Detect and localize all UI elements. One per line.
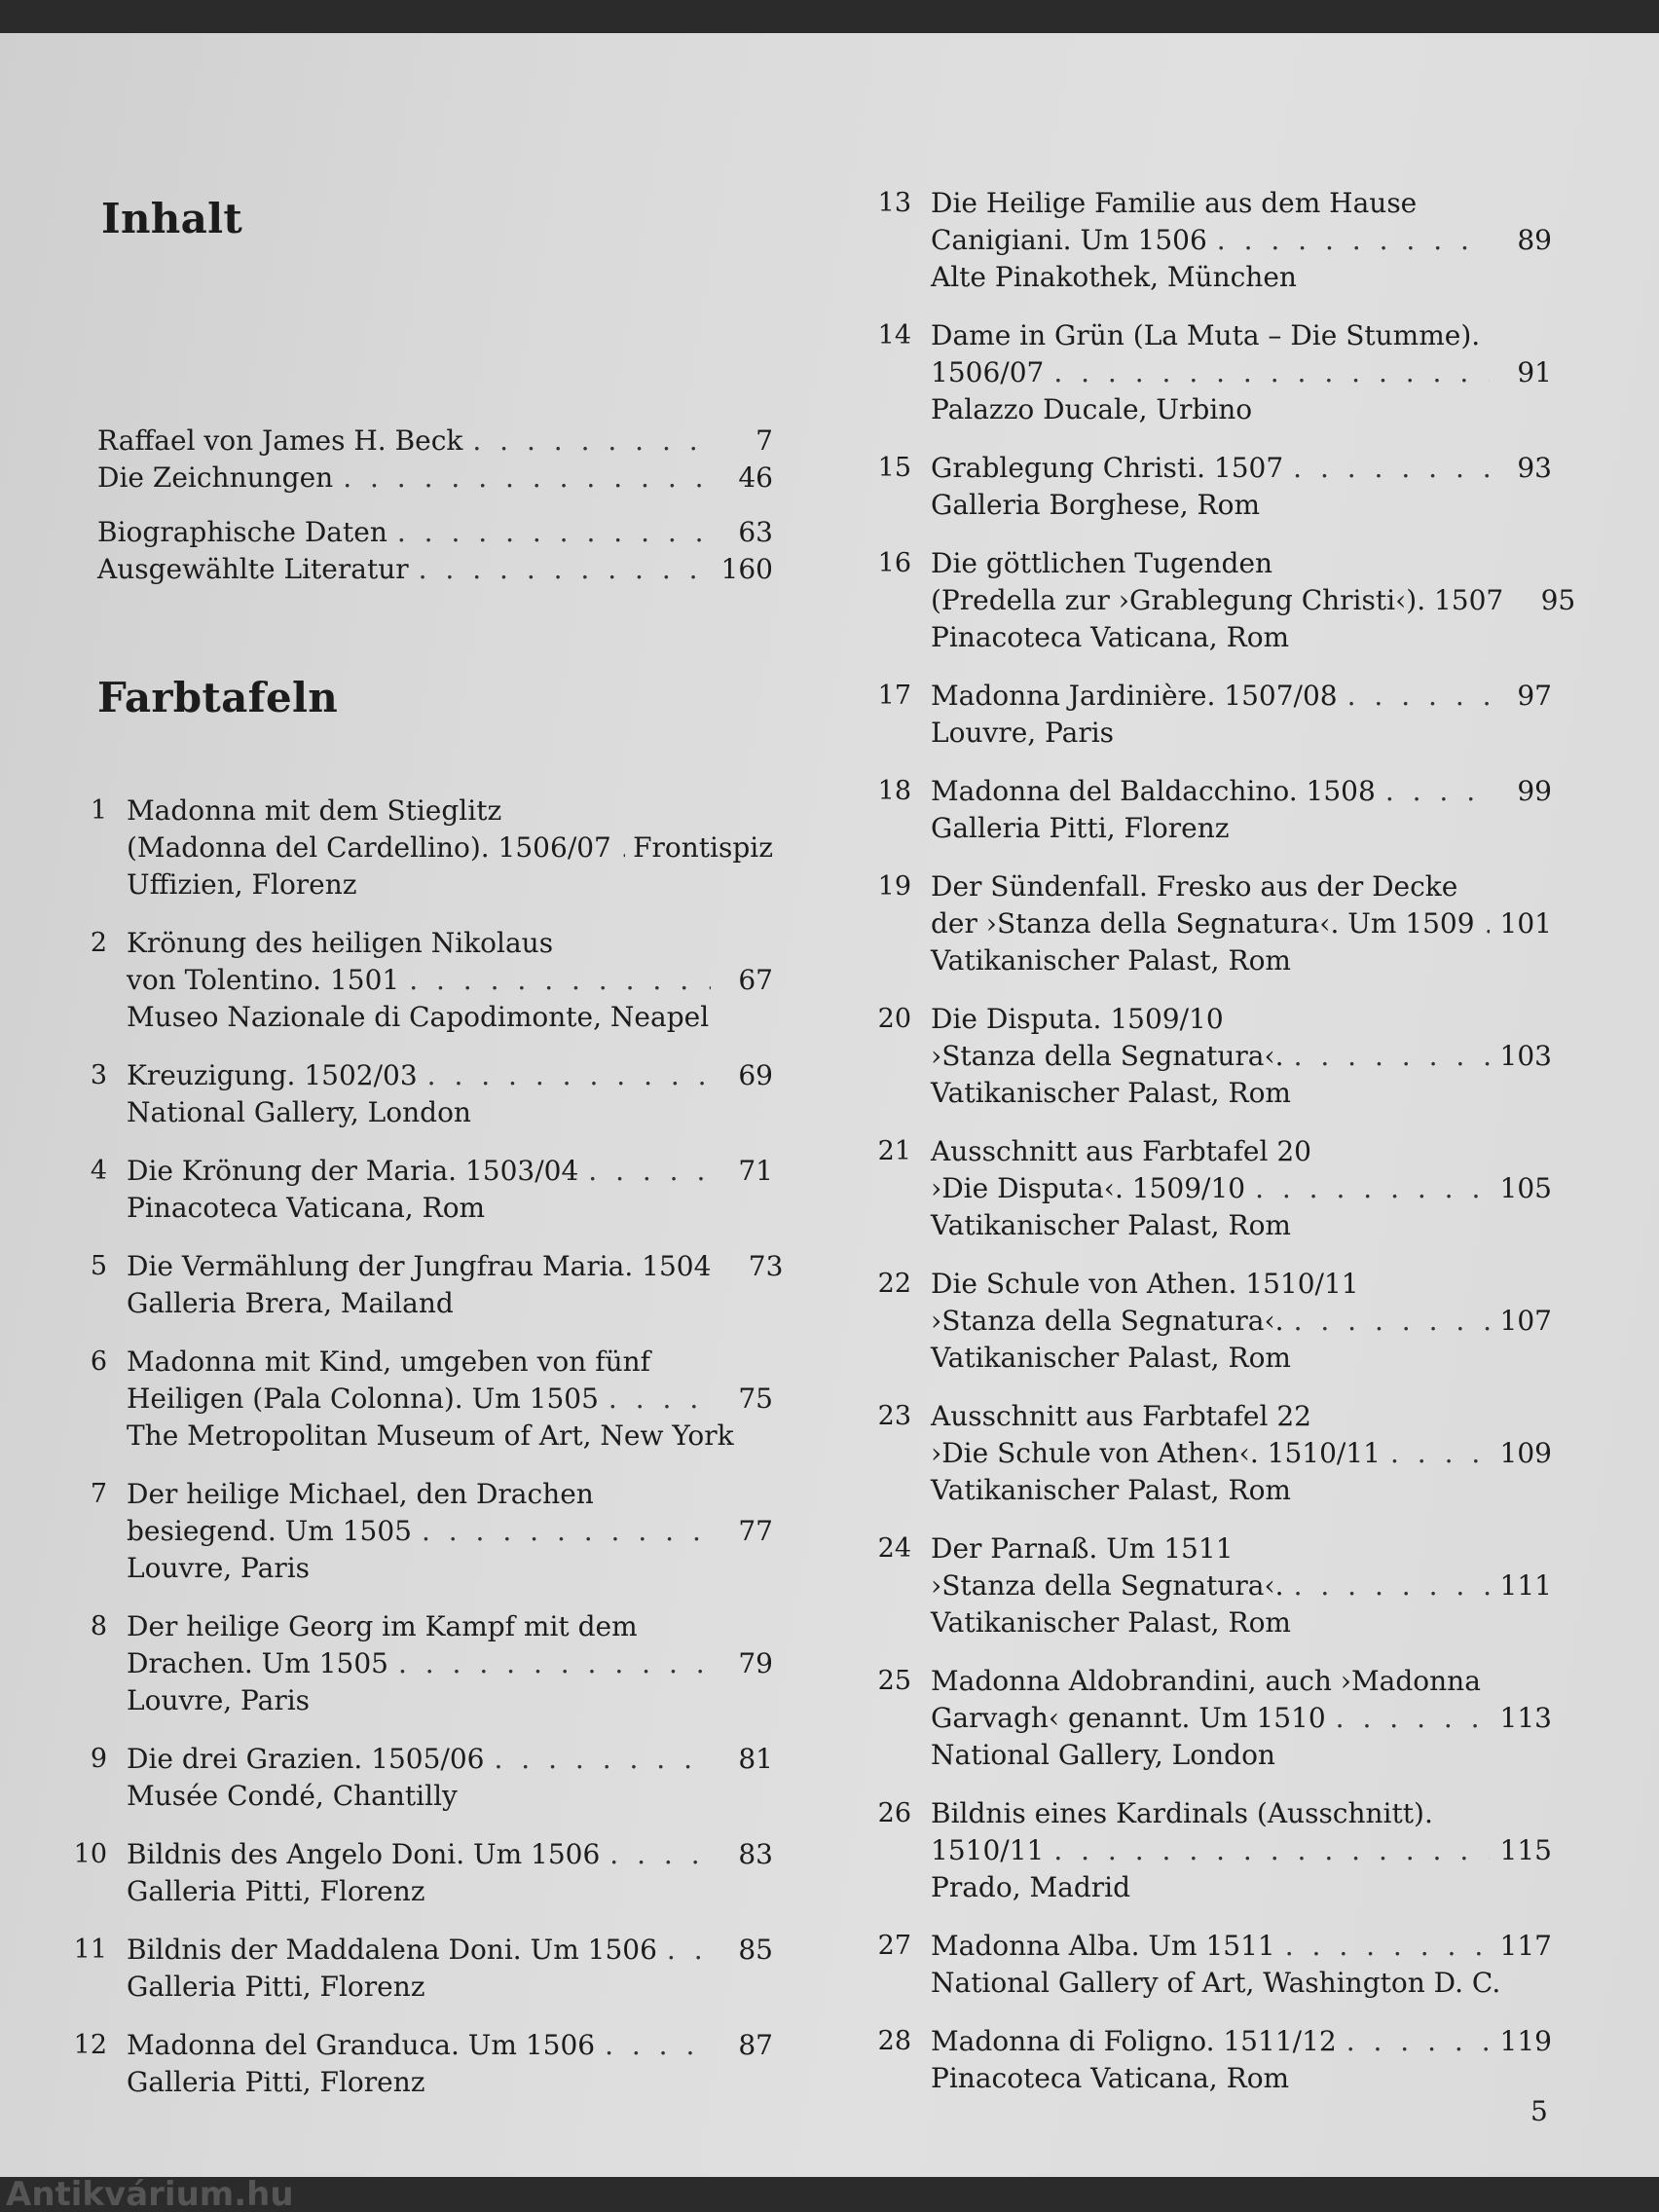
plate-entry (857, 1795, 1552, 1906)
plate-line: The Metropolitan Museum of Art, New York (127, 1419, 734, 1452)
plate-line: ›Stanza della Segnatura‹. (931, 1040, 1284, 1072)
plate-number: 16 (877, 548, 911, 578)
plate-body (127, 1608, 773, 1719)
plate-body (931, 773, 1552, 847)
watermark: Antikvárium.hu (0, 2177, 1659, 2212)
dot-leader (609, 1836, 711, 1873)
plate-body (931, 1266, 1552, 1377)
plate-page: Frontispiz (633, 831, 773, 864)
plate-line: Ausschnitt aus Farbtafel 22 (931, 1400, 1311, 1432)
plate-number: 15 (877, 453, 911, 483)
plate-number: 13 (877, 188, 911, 218)
plate-line: Bildnis der Maddalena Doni. Um 1506 (127, 1934, 657, 1966)
plate-line: Vatikanischer Palast, Rom (931, 944, 1291, 977)
plate-title-row (931, 1038, 1552, 1075)
dot-leader (621, 830, 625, 866)
plate-body (127, 793, 773, 903)
dot-leader (1336, 1700, 1490, 1737)
plate-line: Die Vermählung der Jungfrau Maria. 1504 (127, 1250, 712, 1282)
plate-page: 71 (738, 1155, 773, 1187)
plate-body (931, 1663, 1552, 1774)
book-page (0, 33, 1659, 2212)
dot-leader (419, 551, 711, 588)
plate-page: 79 (738, 1647, 773, 1679)
dot-leader (1485, 905, 1490, 942)
plate-page: 93 (1517, 452, 1552, 484)
toc-title: Ausgewählte Literatur (97, 553, 409, 585)
plate-entry (857, 868, 1552, 979)
toc-row (97, 460, 773, 497)
plate-title-row (127, 1248, 784, 1285)
dot-leader (1390, 1435, 1490, 1472)
dot-leader (1294, 1567, 1490, 1604)
plate-title-row (931, 773, 1552, 810)
plate-body (931, 1795, 1552, 1906)
plate-line: Bildnis des Angelo Doni. Um 1506 (127, 1838, 601, 1870)
plate-body (127, 1057, 773, 1131)
plate-line: Madonna Aldobrandini, auch ›Madonna (931, 1665, 1481, 1697)
plate-body (127, 1476, 773, 1587)
plate-body (931, 1530, 1552, 1641)
plate-title-row (931, 1928, 1552, 1965)
plate-entry (857, 1398, 1552, 1509)
plate-page: 97 (1517, 680, 1552, 712)
dot-leader (427, 1057, 711, 1094)
plate-entry (53, 2027, 773, 2101)
plate-entry (53, 1741, 773, 1815)
plate-line: ›Die Disputa‹. 1509/10 (931, 1172, 1246, 1204)
plate-body (931, 450, 1552, 524)
plate-page: 95 (1540, 584, 1576, 616)
plate-page: 91 (1517, 356, 1552, 388)
plate-body (931, 1928, 1552, 2002)
plate-line: Der heilige Georg im Kampf mit dem (127, 1610, 638, 1642)
plate-body (931, 1398, 1552, 1509)
plate-number: 2 (90, 928, 107, 958)
plate-number: 14 (877, 320, 911, 350)
plate-title-row (931, 354, 1552, 391)
plate-line: Palazzo Ducale, Urbino (931, 393, 1253, 425)
plate-body (931, 545, 1576, 656)
plate-line: Die Schule von Athen. 1510/11 (931, 1268, 1359, 1300)
plate-page: 109 (1499, 1437, 1552, 1469)
plate-title-row (931, 1303, 1552, 1340)
plate-line: 1510/11 (931, 1834, 1045, 1866)
dot-leader (409, 962, 711, 999)
plate-page: 119 (1499, 2025, 1552, 2057)
dot-leader (343, 460, 711, 497)
plate-line: Madonna Jardinière. 1507/08 (931, 680, 1338, 712)
toc-page: 46 (738, 461, 773, 494)
plate-number: 17 (877, 681, 911, 711)
toc-row (97, 423, 773, 460)
plates-left-column (53, 793, 784, 2122)
plate-line: Madonna del Granduca. Um 1506 (127, 2029, 596, 2061)
plate-number: 27 (877, 1931, 911, 1961)
plate-line: Der heilige Michael, den Drachen (127, 1478, 594, 1510)
plate-number: 12 (73, 2030, 107, 2060)
plate-number: 9 (90, 1744, 107, 1774)
plate-line: Galleria Pitti, Florenz (931, 812, 1230, 844)
plate-body (127, 1248, 784, 1322)
plate-line: Galleria Borghese, Rom (931, 489, 1261, 521)
plate-title-row (127, 1645, 773, 1682)
plate-line: Louvre, Paris (127, 1552, 311, 1584)
plate-body (931, 317, 1552, 428)
plate-line: ›Stanza della Segnatura‹. (931, 1569, 1284, 1602)
plate-entry (857, 678, 1552, 752)
dot-leader (422, 1513, 711, 1550)
plate-entry (53, 793, 773, 903)
plate-line: Pinacoteca Vaticana, Rom (931, 621, 1290, 653)
toc-page: 160 (720, 553, 773, 585)
plate-entry (857, 2023, 1552, 2097)
plate-body (931, 868, 1552, 979)
plate-title-row (127, 1741, 773, 1778)
plate-page: 107 (1499, 1305, 1552, 1337)
plate-line: Der Sündenfall. Fresko aus der Decke (931, 870, 1458, 903)
plate-page: 73 (748, 1250, 784, 1282)
plate-body (127, 925, 773, 1036)
plate-entry (857, 1663, 1552, 1774)
plate-number: 10 (73, 1839, 107, 1869)
dot-leader (1255, 1170, 1490, 1207)
plate-page: 89 (1517, 224, 1552, 256)
plate-entry (857, 1133, 1552, 1244)
plate-line: Uffizien, Florenz (127, 868, 357, 901)
plate-line: Ausschnitt aus Farbtafel 20 (931, 1135, 1311, 1167)
plate-line: Kreuzigung. 1502/03 (127, 1059, 418, 1091)
plate-number: 3 (90, 1060, 107, 1090)
dot-leader (1053, 1832, 1490, 1869)
plate-number: 8 (90, 1611, 107, 1641)
dot-leader (588, 1153, 711, 1190)
plate-line: Vatikanischer Palast, Rom (931, 1606, 1291, 1639)
toc-row (97, 551, 773, 588)
plate-entry (53, 1248, 784, 1322)
plate-page: 77 (738, 1515, 773, 1547)
plate-line: Grablegung Christi. 1507 (931, 452, 1284, 484)
plate-body (931, 1133, 1552, 1244)
dot-leader (397, 514, 711, 551)
plate-body (931, 678, 1552, 752)
plate-body (127, 1932, 773, 2006)
plate-page: 103 (1499, 1040, 1552, 1072)
plate-number: 26 (877, 1798, 911, 1828)
plate-body (931, 185, 1552, 296)
dot-leader (1294, 1303, 1490, 1340)
plate-title-row (127, 1513, 773, 1550)
plate-line: Madonna mit dem Stieglitz (127, 794, 502, 827)
plate-line: Vatikanischer Palast, Rom (931, 1342, 1291, 1374)
plate-number: 4 (90, 1156, 107, 1186)
dot-leader (398, 1645, 711, 1682)
plate-page: 69 (738, 1059, 773, 1091)
plate-page: 87 (738, 2029, 773, 2061)
plate-page: 81 (738, 1743, 773, 1775)
plate-number: 21 (877, 1136, 911, 1166)
plate-page: 99 (1517, 775, 1552, 807)
toc-title: Raffael von James H. Beck (97, 424, 463, 457)
plate-entry (857, 545, 1576, 656)
plate-title-row (931, 1700, 1552, 1737)
dot-leader (1346, 2023, 1490, 2060)
plate-page: 115 (1499, 1834, 1552, 1866)
plate-page: 67 (738, 964, 773, 996)
plate-entry (857, 185, 1552, 296)
plate-line: (Madonna del Cardellino). 1506/07 (127, 831, 611, 864)
dot-leader (1294, 1038, 1490, 1075)
plate-line: Louvre, Paris (127, 1684, 311, 1716)
plate-number: 24 (877, 1533, 911, 1564)
plate-entry (857, 773, 1552, 847)
plate-line: Krönung des heiligen Nikolaus (127, 927, 554, 959)
plate-line: Die Krönung der Maria. 1503/04 (127, 1155, 579, 1187)
plate-title-row (127, 1381, 773, 1418)
plate-title-row (127, 1153, 773, 1190)
plate-title-row (931, 678, 1552, 715)
plate-line: besiegend. Um 1505 (127, 1515, 412, 1547)
plate-page: 111 (1499, 1569, 1552, 1602)
plate-line: Madonna di Foligno. 1511/12 (931, 2025, 1337, 2057)
plate-line: Louvre, Paris (931, 717, 1115, 749)
plate-number: 22 (877, 1269, 911, 1299)
plate-line: (Predella zur ›Grablegung Christi‹). 1507 (931, 584, 1504, 616)
heading-contents: Inhalt (101, 195, 243, 242)
plate-entry (53, 1836, 773, 1910)
plate-line: National Gallery, London (127, 1096, 471, 1128)
plate-number: 25 (877, 1666, 911, 1696)
plate-number: 18 (877, 776, 911, 806)
plate-line: Die Heilige Familie aus dem Hause (931, 187, 1418, 219)
plate-page: 117 (1499, 1930, 1552, 1962)
plate-line: Museo Nazionale di Capodimonte, Neapel (127, 1001, 710, 1033)
plate-line: Garvagh‹ genannt. Um 1510 (931, 1702, 1326, 1734)
plate-page: 83 (738, 1838, 773, 1870)
plate-entry (53, 925, 773, 1036)
plate-line: Galleria Pitti, Florenz (127, 1875, 425, 1907)
toc-title: Biographische Daten (97, 516, 387, 548)
plate-line: Madonna mit Kind, umgeben von fünf (127, 1346, 651, 1378)
plate-line: Prado, Madrid (931, 1871, 1131, 1903)
plate-line: Pinacoteca Vaticana, Rom (127, 1192, 486, 1224)
page-number: 5 (1530, 2095, 1548, 2127)
plate-page: 105 (1499, 1172, 1552, 1204)
plate-line: von Tolentino. 1501 (127, 964, 400, 996)
dot-leader (608, 1381, 711, 1418)
plate-line: Madonna Alba. Um 1511 (931, 1930, 1275, 1962)
plate-number: 7 (90, 1479, 107, 1509)
plate-number: 20 (877, 1004, 911, 1034)
plate-title-row (931, 582, 1576, 619)
plate-line: ›Stanza della Segnatura‹. (931, 1305, 1284, 1337)
plate-line: Galleria Pitti, Florenz (127, 2066, 425, 2098)
plate-title-row (127, 2027, 773, 2064)
plates-right-column (857, 185, 1576, 2119)
dot-leader (1285, 1928, 1490, 1965)
plate-line: National Gallery of Art, Washington D. C. (931, 1967, 1501, 1999)
plate-number: 28 (877, 2026, 911, 2056)
plate-line: 1506/07 (931, 356, 1045, 388)
plate-line: Canigiani. Um 1506 (931, 224, 1207, 256)
plate-line: Vatikanischer Palast, Rom (931, 1209, 1291, 1241)
front-matter-list (97, 423, 773, 588)
plate-entry (857, 1001, 1552, 1112)
toc-page: 7 (756, 424, 773, 457)
plate-line: Heiligen (Pala Colonna). Um 1505 (127, 1382, 599, 1415)
dot-leader (1053, 354, 1490, 391)
plate-entry (53, 1153, 773, 1227)
plate-body (127, 1836, 773, 1910)
plate-line: Vatikanischer Palast, Rom (931, 1474, 1291, 1506)
plate-number: 19 (877, 871, 911, 902)
plate-title-row (127, 1836, 773, 1873)
plate-title-row (127, 962, 773, 999)
plate-body (127, 2027, 773, 2101)
plate-line: Galleria Pitti, Florenz (127, 1971, 425, 2003)
plate-body (931, 2023, 1552, 2097)
plate-line: Vatikanischer Palast, Rom (931, 1077, 1291, 1109)
plate-entry (53, 1057, 773, 1131)
plate-body (127, 1153, 773, 1227)
plate-body (931, 1001, 1552, 1112)
toc-row (97, 514, 773, 551)
plate-line: der ›Stanza della Segnatura‹. Um 1509 (931, 907, 1475, 940)
plate-line: Drachen. Um 1505 (127, 1647, 388, 1679)
plate-line: Dame in Grün (La Muta – Die Stumme). (931, 319, 1481, 351)
plate-number: 5 (90, 1251, 107, 1281)
dot-leader (667, 1932, 711, 1969)
plate-line: Alte Pinakothek, München (931, 261, 1297, 293)
toc-title: Die Zeichnungen (97, 461, 334, 494)
plate-line: Pinacoteca Vaticana, Rom (931, 2062, 1290, 2094)
plate-line: ›Die Schule von Athen‹. 1510/11 (931, 1437, 1381, 1469)
dot-leader (1293, 450, 1490, 487)
dot-leader (495, 1741, 712, 1778)
plate-entry (857, 1928, 1552, 2002)
plate-title-row (931, 222, 1552, 259)
plate-line: National Gallery, London (931, 1739, 1275, 1771)
plate-line: Die Disputa. 1509/10 (931, 1003, 1224, 1035)
plate-title-row (931, 1832, 1552, 1869)
plate-entry (53, 1932, 773, 2006)
dot-leader (605, 2027, 711, 2064)
plate-entry (53, 1608, 773, 1719)
plate-page: 113 (1499, 1702, 1552, 1734)
plate-line: Madonna del Baldacchino. 1508 (931, 775, 1376, 807)
plate-title-row (931, 1567, 1552, 1604)
plate-page: 101 (1499, 907, 1552, 940)
dot-leader (1217, 222, 1490, 259)
plate-number: 11 (73, 1935, 107, 1965)
plate-title-row (127, 1057, 773, 1094)
plate-title-row (931, 2023, 1552, 2060)
plate-entry (53, 1344, 773, 1455)
plate-title-row (931, 1435, 1552, 1472)
plate-title-row (127, 830, 773, 866)
plate-title-row (127, 1932, 773, 1969)
plate-entry (53, 1476, 773, 1587)
plate-title-row (931, 905, 1552, 942)
dot-leader (472, 423, 711, 460)
plate-line: Bildnis eines Kardinals (Ausschnitt). (931, 1797, 1433, 1829)
plate-page: 75 (738, 1382, 773, 1415)
plate-entry (857, 317, 1552, 428)
plate-line: Die drei Grazien. 1505/06 (127, 1743, 485, 1775)
plate-line: Galleria Brera, Mailand (127, 1287, 454, 1319)
plate-number: 1 (90, 795, 107, 826)
dot-leader (1347, 678, 1490, 715)
toc-page: 63 (738, 516, 773, 548)
plate-body (127, 1344, 773, 1455)
plate-entry (857, 450, 1552, 524)
plate-line: Musée Condé, Chantilly (127, 1780, 458, 1812)
plate-title-row (931, 450, 1552, 487)
plate-number: 6 (90, 1346, 107, 1377)
heading-plates: Farbtafeln (97, 674, 339, 721)
plate-number: 23 (877, 1401, 911, 1431)
dot-leader (1385, 773, 1490, 810)
plate-title-row (931, 1170, 1552, 1207)
plate-body (127, 1741, 773, 1815)
plate-page: 85 (738, 1934, 773, 1966)
plate-line: Der Parnaß. Um 1511 (931, 1532, 1234, 1565)
plate-entry (857, 1530, 1552, 1641)
plate-entry (857, 1266, 1552, 1377)
plate-line: Die göttlichen Tugenden (931, 547, 1273, 579)
